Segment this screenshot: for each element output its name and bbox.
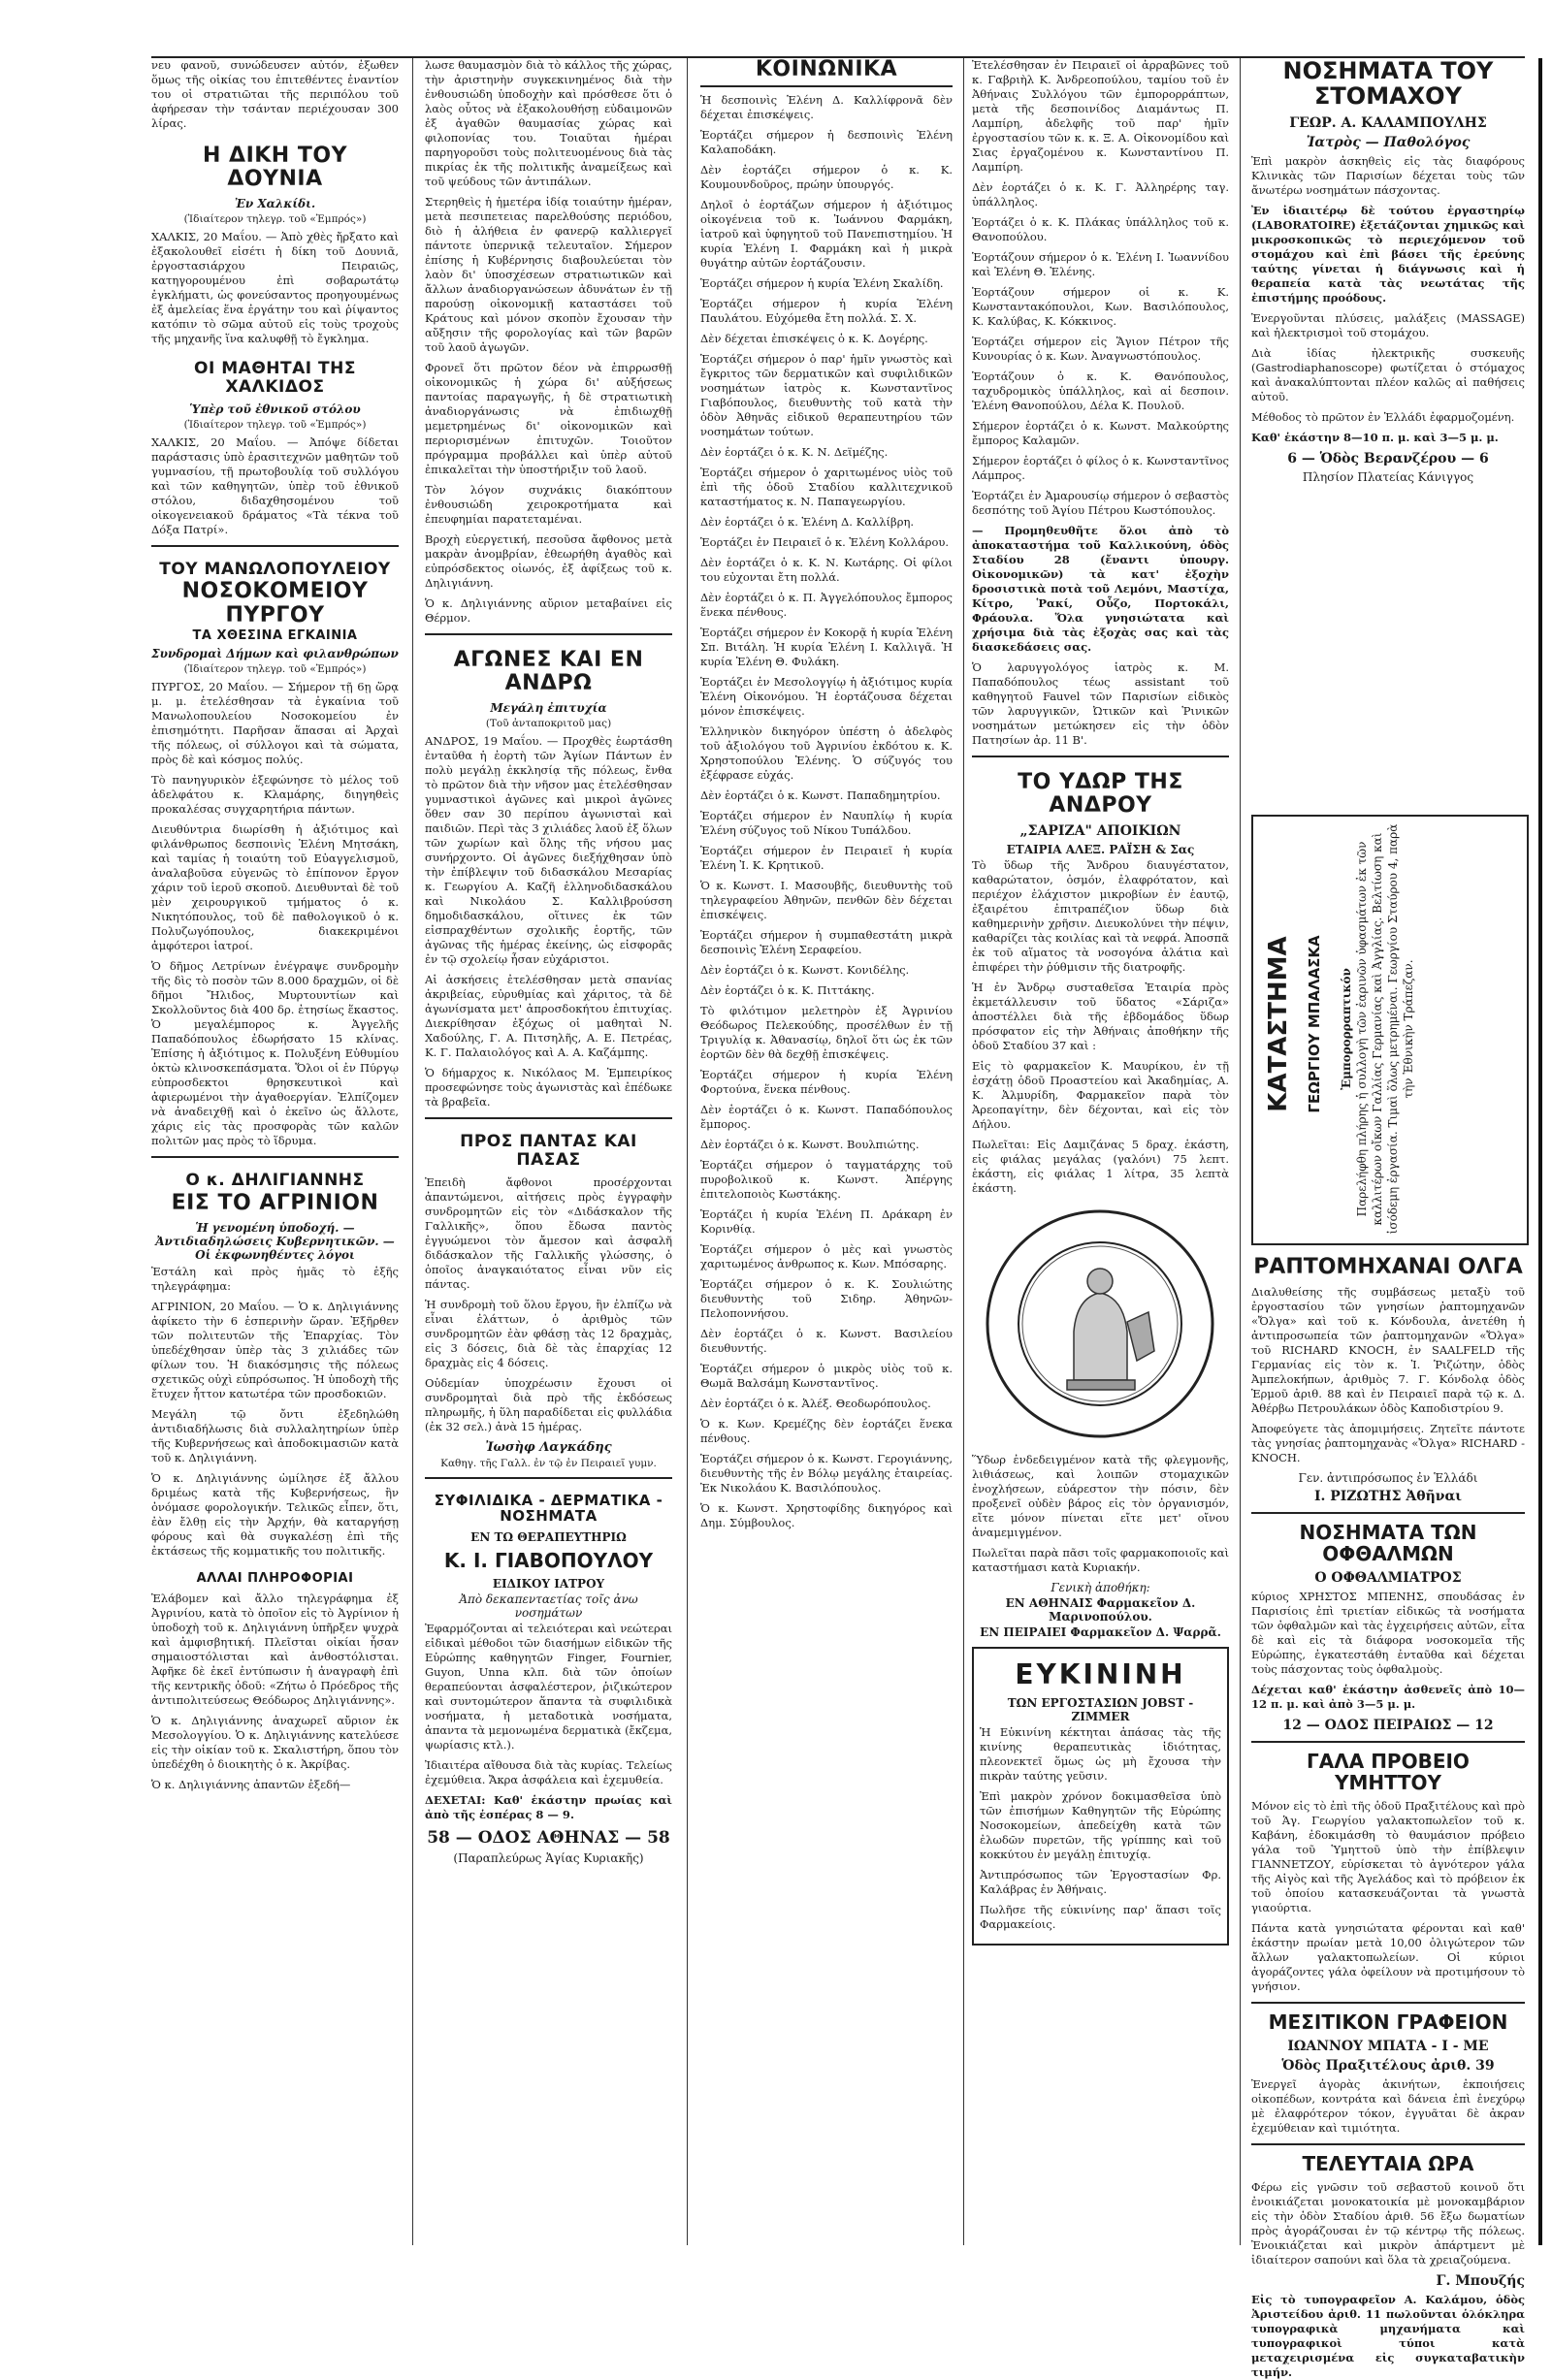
social-item: Δὲν ἑορτάζει ὁ κ. Ἀλέξ. Θεοδωρόπουλος.	[700, 1397, 931, 1411]
article-text: Ἐλάβομεν καὶ ἄλλο τηλεγράφημα ἐξ Ἀγρινίου, κατὰ τὸ ὁποῖον εἰς τὸ Ἀγρίνιον ἡ ὑποδοχὴ τοῦ κ. Δηλιγιάννη ὑπῆρξεν ψυχρὰ καὶ ἀμφισβητική. Πλεῖσται οἰκίαι ἦσαν σημαιοστόλισται καὶ ἀνθοστόλισται. Ἀφῆκε δὲ ἐκεῖ ἐντύπωσιν ἡ ἀναγραφὴ ἐπὶ τῆς κεντρικῆς ὁδοῦ: «Ζήτω ὁ Πρόεδρος τῆς ἀντιπολιτεύσεως Θεόδωρος Δηλιγιάννης».	[151, 1592, 399, 1708]
headline-andros-water: ΤΟ ΥΔΩΡ ΤΗΣ ΑΝΔΡΟΥ	[1018, 770, 1183, 819]
ad-text: Πωλεῖται: Εἰς Δαμιζάνας 5 δραχ. ἑκάστη, εἰς φιάλας μεγάλας (γαλόνι) 75 λεπτ. ἑκάστη, εἰς φιάλας 1 λίτρα, 35 λεπτὰ ἑκάστη.	[972, 1138, 1229, 1196]
column-5-lower	[1251, 1255, 1525, 2380]
headline-social: ΚΟΙΝΩΝΙΚΑ	[700, 58, 953, 87]
ad-address-note: Πλησίον Πλατείας Κάνιγγος	[1302, 469, 1474, 484]
social-item: Δὲν ἑορτάζει ὁ κ. Κωνστ. Βουλπιώτης.	[700, 1138, 920, 1152]
ad-syphilis-headline: ΣΥΦΙΛΙΔΙΚΑ - ΔΕΡΜΑΤΙΚΑ - ΝΟΣΗΜΑΤΑ	[434, 1491, 663, 1526]
social-item: Ἑορτάζει σήμερον ὁ μὲς καὶ γνωστὸς χαριτωμένος ἀνθρωπος κ. Κων. Μπόσαρης.	[700, 1242, 953, 1271]
ad-text: Εἰς τὸ φαρμακεῖον Κ. Μαυρίκου, ἐν τῇ ἐσχάτῃ ὁδοῦ Προαστείου καὶ Ἀκαδημίας, Α. Κ. Ἀλμυρίδη, Φαρμακεῖον παρὰ τὸν Ἀρεοπαγίτην, δὲν δέχονται, καὶ εἰς τὸν Δήλου.	[972, 1059, 1229, 1132]
ad-line: Γεν. ἀντιπρόσωπος ἐν Ἑλλάδι	[1298, 1471, 1478, 1486]
ad-text: Ἡ ἐν Ἄνδρῳ συσταθεῖσα Ἑταιρία πρὸς ἐκμετάλλευσιν τοῦ ὕδατος «Σάριζα» ἀποστέλλει διὰ τῆς ἑβδομάδος ὕδωρ πρόσφατον εἰς τὴν Ἀθήναις ἀποθήκην τῆς ὁδοῦ Σταδίου 37 καὶ :	[972, 981, 1229, 1053]
ad-line: Ἀπὸ δεκαπενταετίας τοῖς ἀνω νοσημάτων	[459, 1592, 638, 1620]
ad-text: κύριος ΧΡΗΣΤΟΣ ΜΠΕΝΗΣ, σπουδάσας ἐν Παρισίοις ἐπὶ τριετίαν εἰδικῶς τὰ νοσήματα τῶν ὀφθαλμῶν καὶ τὰς ἐγχειρήσεις αὐτῶν, εἶτα δὲ καὶ εἰς τὰ διάφορα νοσοκομεῖα τῆς Εὐρώπης, ἐγκατεστάθη ἐνταῦθα καὶ δέχεται τοὺς πάσχοντας τοὺς ὀφθαλμοὺς.	[1251, 1590, 1525, 1677]
ad-eukinine-title: ΕΥΚΙΝΙΝΗ	[1015, 1658, 1186, 1691]
ad-text: Φέρω εἰς γνῶσιν τοῦ σεβαστοῦ κοινοῦ ὅτι ἐνοικιάζεται μονοκατοικία μὲ μονοκαμβάριον εἰς τὴν ὁδὸν Σταδίου ἀριθ. 56 ἔξω δωματίων πρὸς ἀγοράζουσαι ἐν τῷ κέντρῳ τῆς πόλεως. Ἐνοικιάζεται καὶ μικρὸν ἀπάρτμεντ μὲ ἰδιαίτερον σαπούνι καὶ ὅλα τὰ χρειαζούμενα.	[1251, 2180, 1525, 2267]
ad-line: ΕΙΔΙΚΟΥ ΙΑΤΡΟΥ	[492, 1576, 605, 1591]
ad-subtitle: „ΣΑΡΙΖΑ" ΑΠΟΙΚΙΩΝ	[1019, 823, 1181, 840]
social-item: Δὲν ἑορτάζει ὁ κ. Π. Ἀγγελόπουλος ἔμπορος ἕνεκα πένθους.	[700, 591, 953, 620]
telegram-source: (Ἰδιαίτερον τηλεγρ. τοῦ «Ἐμπρός»)	[183, 418, 367, 431]
social-item: Τὸ φιλότιμον μελετηρὸν ἐξ Ἀγρινίου Θεόδωρος Πελεκούδης, προσέλθων ἐν τῇ Τριγυλίᾳ κ. Ἀθανασίῳ, δηλοῖ ὅτι ὡς ἐκ τῶν ἑορτῶν δὲν θὰ δεχθῇ ἐπισκέψεις.	[700, 1004, 953, 1062]
column-divider	[1240, 58, 1241, 2245]
social-item: Δὲν ἑορτάζει ὁ κ. Κωνστ. Κονιδέλης.	[700, 963, 910, 978]
column-divider	[412, 58, 413, 2245]
ad-text: Μόνον εἰς τὸ ἐπὶ τῆς ὁδοῦ Πραξιτέλους καὶ πρὸ τοῦ Ἁγ. Γεωργίου γαλακτοπωλεῖον τοῦ κ. Καβάνη, ἐδοκιμάσθη τὸ θαυμάσιον πρόβειο γάλα τοῦ Ὑμηττοῦ ὑπὸ τὴν ἐπίβλεψιν ΓΙΑΝΝΕΤΖΟΥ, εὑρίσκεται τὸ ἀγνότερον γάλα τῆς Αἰγὸς καὶ τῆς Ἀγελάδος καὶ τὸ πρόβειον ἐκ τοῦ ὁποίου κατασκευάζονται τὰ γνωστὰ γιαούρτια.	[1251, 1799, 1525, 1915]
divider	[1251, 1741, 1525, 1743]
ad-text: Ἐνεργοῦνται πλύσεις, μαλάξεις (MASSAGE) καὶ ἠλεκτρισμοὶ τοῦ στομάχου.	[1251, 310, 1525, 339]
social-item: Δὲν ἑορτάζει ὁ κ. Κ. Ν. Κωτάρης. Οἱ φίλοι του εὐχονται ἔτη πολλά.	[700, 556, 953, 585]
social-item: Ἑορτάζει σήμερον ἐν Κοκορᾷ ἡ κυρία Ἑλένη Σπ. Βιτάλη. Ἡ κυρία Ἑλένη Ι. Καλλιγᾶ. Ἡ κυρία Ἑλένη Θ. Φυλάκη.	[700, 626, 953, 669]
ad-address: 6 — Ὁδὸς Βερανζέρου — 6	[1287, 450, 1489, 466]
article-text: Διευθύντρια διωρίσθη ἡ ἀξιότιμος καὶ φιλάνθρωπος δεσποινὶς Ἑλένη Μητσάκη, καὶ ταμίας ἡ τοιαύτη τοῦ Εὐαγγελισμοῦ, ἀναλαβοῦσα εὐγενῶς τὸ ἐπίπονον ἔργον χάριν τοῦ ἱεροῦ σκοποῦ. Διευθυνταὶ δὲ τοῦ μὲν χειρουργικοῦ τμήματος ὁ κ. Νικητόπουλος, τοῦ δὲ παθολογικοῦ ὁ κ. Πολυζωγόπουλος, διακεκριμένοι ἀμφότεροι ἰατροί.	[151, 822, 399, 953]
ad-text: Πάντα κατὰ γνησιώτατα φέρονται καὶ καθ' ἑκάστην πρωίαν μετὰ 10,00 ὀλιγώτερον τῶν ἄλλων γαλακτοπωλείων. Οἱ κύριοι ἀγοράζοντες γάλα ὀφείλουν νὰ προτιμήσουν τὸ γνήσιον.	[1251, 1921, 1525, 1994]
divider	[1251, 2002, 1525, 2004]
article-text: Φρονεῖ ὅτι πρῶτον δέον νὰ ἐπιρρωσθῇ οἰκονομικῶς ἡ χώρα δι' αὐξήσεως παντοίας παραγωγῆς, ἡ δὲ στρατιωτικὴ ἀναδιοργάνωσις νὰ ἐπιδιωχθῇ μεμετρημένως δι' οἰκονομικῶν καὶ περιορισμένων ἐπιτυχῶν. Τοιοῦτον πρόγραμμα προβάλλει καὶ ὑπὲρ αὐτοῦ ἐπικαλεῖται τὴν ὑποστήριξιν τοῦ λαοῦ.	[425, 361, 672, 476]
divider	[151, 545, 399, 547]
column-1	[151, 58, 399, 2245]
article-text: Βροχὴ εὐεργετική, πεσοῦσα ἄφθονος μετὰ μακρὰν ἀνομβρίαν, ἐθεωρήθη ἀγαθὸς καὶ εὐπρόσδεκτος οἰωνός, ἐξ ἀφίξεως τοῦ κ. Δηλιγιάννη.	[425, 532, 672, 590]
social-item: Ἑλληνικὸν δικηγόρον ὑπέστη ὁ ἀδελφὸς τοῦ ἀξιολόγου τοῦ Ἀγρινίου ἐκδότου κ. Κ. Χρηστοπούλου Ἑλένης. Ὁ σύζυγός του ἐξέφρασε εὐχάς.	[700, 724, 953, 783]
social-item: Ἑορτάζει σήμερον ὁ παρ' ἡμῖν γνωστὸς καὶ ἔγκριτος τῶν δερματικῶν καὶ συφιλιδικῶν νοσημάτων ἰατρὸς κ. Κωνσταντῖνος Γιαβόπουλος, διευθυντὴς τοῦ κατὰ τὴν ὁδὸν Ἀθηνᾶς εἰδικοῦ θεραπευτηρίου τῶν νοσημάτων τούτων.	[700, 352, 953, 439]
ad-doctor-name: Κ. Ι. ΓΙΑΒΟΠΟΥΛΟΥ	[443, 1548, 654, 1572]
signature-title: Καθηγ. τῆς Γαλλ. ἐν τῷ ἐν Πειραιεῖ γυμν.	[440, 1457, 657, 1469]
column-2	[425, 58, 672, 2245]
signature: Γ. Μπουζής	[1436, 2273, 1525, 2290]
ad-text: Ἰδιαιτέρα αἴθουσα διὰ τὰς κυρίας. Τελείως ἐχεμύθεια. Ἄκρα ἀσφάλεια καὶ ἐχεμυθεία.	[425, 1757, 672, 1786]
article-text: Στερηθεὶς ἡ ἡμετέρα ἰδίᾳ τοιαύτην ἡμέραν, μετὰ πεσιπετειας παρελθούσης περιόδου, διὸ ἡ ἀλήθεια ἐν φανερῷ καλλιεργεῖ πάντοτε ὑπερνικᾷ τελευταῖον. Σήμερον ἐπίσης ἡ Κυβέρνησις διαβουλεύεται τὸν λαὸν δι' ὑποσχέσεων στρατιωτικῶν καὶ ἄλλων ἀναδιοργανώσεων ἀδυνάτων ἐν τῇ παρούσῃ οἰκονομικῇ καταστάσει τοῦ Κράτους καὶ μόνον σκοπὸν ἔχουσαν τὴν αὔξησιν τῆς φορολογίας καὶ τῶν βαρῶν τοῦ λαοῦ ἀγωγῶν.	[425, 195, 672, 354]
social-item: Ἑορτάζει σήμερον ἡ δεσποινὶς Ἑλένη Καλαποδάκη.	[700, 128, 953, 157]
eukinine-ad	[972, 1647, 1229, 1946]
ad-text: Ἡ Εὐκινίνη κέκτηται ἁπάσας τὰς τῆς κινίνης θεραπευτικὰς ἰδιότητας, πλεονεκτεῖ ὅμως ὡς μὴ ἔχουσα τὴν πικρὰν ταύτης γεῦσιν.	[980, 1725, 1221, 1784]
article-text: ΑΝΔΡΟΣ, 19 Μαΐου. — Προχθὲς ἑωρτάσθη ἐνταῦθα ἡ ἐορτὴ τῶν Ἁγίων Πάντων ἐν πολὺ μεγάλῃ ἐκκλησίᾳ τῆς πόλεως, ἔνθα τὸ πρῶτον διὰ τὴν νῆσον μας ἐτελέσθησαν γυμναστικοὶ ἀγῶνες καὶ μικροὶ ἀγῶνες ὅθεν σαν 30 περίπου ἀγωνισταὶ καὶ παιδιῶν. Περὶ τὰς 3 χιλιάδες λαοῦ ἐξ ὅλων τῶν χωρίων καὶ ὅλης τῆς νήσου μας συνήρχοντο. Οἱ ἀγῶνες διεξήχθησαν ὑπὸ τὴν ἐπίβλεψιν τοῦ διδασκάλου Μεσαρίας κ. Γεωργίου Α. Καζῆ ἑλληνοδιδασκάλου καὶ Νικολάου Σ. Καλλιβρούσση δημοδιδασκάλου, οἵτινες ἐκ τῶν εἰσπραχθέντων σχολικῆς ἑορτῆς, τῶν ἀγῶνας τῆς ἡμέρας ἐκείνης, ὡς εἰσφορᾶς ἐν τῷ σχολείῳ ἦσαν εὐχάριστοι.	[425, 734, 672, 967]
ad-milk-title: ΓΑΛΑ ΠΡΟΒΕΙΟ ΥΜΗΤΤΟΥ	[1307, 1750, 1470, 1795]
article-text: Ὁ δῆμος Λετρίνων ἐνέγραψε συνδρομὴν τῆς δὶς τὸ ποσὸν τῶν 8.000 δραχμῶν, οἱ δὲ δῆμοι Ἤλιδος, Μυρτουντίων καὶ Σκολλοῦντος διὰ 400 δρ. ἐτησίως ἕκαστος. Ὁ μεγαλέμπορος κ. Ἀγγελῆς Παπαδόπουλος ἐδωρήσατο 15 κλίνας. Ἐπίσης ἡ ἀξιότιμος κ. Πολυξένη Εὐθυμίου ὀκτὼ κλινοσκεπάσματα. Ὅλοι οἱ ἐν Πύργῳ εὐπροσδεκτοι θρησκευτικοὶ καὶ ἀφιερωμένοι τὴν ἀγαθοεργίαν. Ἐλπίζομεν νὰ ἀναδειχθῇ καὶ ὁ ἐκεῖνο ὡς ἄλλοτε, χάρις εἰς τὰς προσφορὰς τῶν καλῶν πολιτῶν μας πρὸς τὸ ἵδρυμα.	[151, 959, 399, 1148]
divider	[425, 633, 672, 635]
social-item: Ἑορτάζουν ὁ κ. Κ. Θανόπουλος, ταχυδρομικὸς ὑπάλληλος, καὶ αἱ δεσποιν. Ἑλένη Θανοπούλου, Δέλα Κ. Πουλοῦ.	[972, 370, 1229, 412]
telegram-source: (Ἰδιαίτερον τηλεγρ. τοῦ «Ἐμπρός»)	[183, 663, 367, 676]
ad-address: 58 — ΟΔΟΣ ΑΘΗΝΑΣ — 58	[427, 1827, 670, 1848]
social-item: Ἑορτάζουν σήμερον ὁ κ. Ἑλένη Ι. Ἰωαννίδου καὶ Ἑλένη Θ. Ἑλένης.	[972, 250, 1229, 278]
social-item: Ἑορτάζει σήμερον εἰς Ἅγιον Πέτρον τῆς Κυνουρίας ὁ κ. Κων. Ἀναγνωστόπουλος.	[972, 335, 1229, 363]
ad-drinks: — Προμηθευθῆτε ὅλοι ἀπὸ τὸ ἀποκαταστήμα τοῦ Καλλικούνη, ὁδὸς Σταδίου 28 (ἔναντι ὑπουργ. Οἰκονομικῶν) τὰ κατ' ἐξοχὴν δροσιστικὰ ποτὰ τοῦ Λεμόνι, Μαστίχα, Κίτρο, Ῥακί, Οὖζο, Πορτοκάλι, Φράουλα. Ὅλα γνησιώτατα καὶ χρήσιμα διὰ τὰς ἐξοχὰς σας καὶ τὰς διασκεδάσεις σας.	[972, 524, 1229, 654]
social-item: Ἑορτάζει σήμερον ἡ συμπαθεστάτη μικρὰ δεσποινὶς Ἑλένη Σεραφείου.	[700, 928, 953, 957]
stomach-ad	[1251, 58, 1525, 805]
social-item: Δὲν ἑορτάζει ὁ κ. Κ. Ν. Δεϊμέζης.	[700, 445, 889, 460]
headline-deligiannis-line1: Ο κ. ΔΗΛΙΓΙΑΝΝΗΣ	[185, 1171, 365, 1191]
article-text: Μεγάλη τῷ ὄντι ἐξεδηλώθη ἀντιδιαδήλωσις διὰ συλλαλητηρίων ὑπὲρ τῆς Κυβερνήσεως καὶ ἀποδοκιμασιῶν κατὰ τοῦ κ. Δηλιγιάννη.	[151, 1406, 399, 1464]
ad-eye-title: ΝΟΣΗΜΑΤΑ ΤΩΝ ΟΦΘΑΛΜΩΝ	[1299, 1521, 1477, 1566]
article-text: ΧΑΛΚΙΣ, 20 Μαΐου. — Ἀπόψε δίδεται παράστασις ὑπὸ ἐρασιτεχνῶν μαθητῶν τοῦ γυμνασίου, τῇ πρωτοβουλίᾳ τοῦ συλλόγου καὶ τῶν καθηγητῶν, ὑπὲρ τοῦ ἐθνικοῦ στόλου, διδαχθησομένου τοῦ οἰκογενειακοῦ δράματος «Τὰ τέκνα τοῦ Δόξα Πατρί».	[151, 434, 399, 536]
ad-text: Ἐφαρμόζονται αἱ τελειότεραι καὶ νεώτεραι εἰδικαὶ μέθοδοι τῶν διασήμων εἰδικῶν τῆς Εὐρώπης καθηγητῶν Finger, Fournier, Guyon, Unna κλπ. διὰ τῶν ὁποίων θεραπεύονται ἀσφαλέστερον, ῥιζικώτερον καὶ συντομώτερον ἅπαντα τὰ συφιλιδικὰ νοσήματα, ἡ μεταδοτικὰ νοσήματα, ἀπαντα τὰ μεμονωμένα δερματικὰ (ἔκζεμα, ψωρίασις κτλ.).	[425, 1621, 672, 1752]
subheading: Ὑπὲρ τοῦ ἐθνικοῦ στόλου	[189, 402, 361, 416]
article-text: Ὁ κ. Δηλιγιάννης ἀπαντῶν ἐξεδή—	[151, 1778, 351, 1792]
ad-address-note: (Παραπλεύρως Ἁγίας Κυριακῆς)	[453, 1850, 644, 1865]
headline-deligiannis-line2: ΕΙΣ ΤΟ ΑΓΡΙΝΙΟΝ	[171, 1190, 379, 1215]
ad-last-hour-title: ΤΕΛΕΥΤΑΙΑ ΩΡΑ	[1302, 2152, 1474, 2176]
ad-line: ΤΩΝ ΕΡΓΟΣΤΑΣΙΩΝ JOBST - ZIMMER	[1007, 1696, 1194, 1724]
ad-line: ΕΝ ΑΘΗΝΑΙΣ Φαρμακεῖον Δ. Μαρινοπούλου.	[1005, 1596, 1196, 1624]
headline-douni-trial: Η ΔΙΚΗ ΤΟΥ ΔΟΥΝΙΑ	[202, 144, 348, 192]
ad-hours: Καθ' ἑκάστην 8—10 π. μ. καὶ 3—5 μ. μ.	[1251, 430, 1499, 444]
headline-hospital-line3: ΤΑ ΧΘΕΣΙΝΑ ΕΓΚΑΙΝΙΑ	[192, 627, 358, 643]
subheading: Συνδρομαὶ Δήμων καὶ φιλανθρώπων	[151, 647, 399, 661]
article-text: Ἡ συνδρομὴ τοῦ ὅλου ἔργου, ἣν ἐλπίζω νὰ εἶναι ἐλάττων, ὁ ἀριθμὸς τῶν συνδρομητῶν ἐὰν φθάσῃ τὰς 12 δραχμὰς, εἰς 3 δόσεις, διὰ δὲ τὰς ἐπαρχίας 12 δραχμὰς εἰς 4 δόσεις.	[425, 1297, 672, 1369]
social-item: Δὲν ἑορτάζει ὁ κ. Κ. Πιττάκης.	[700, 983, 875, 998]
social-item: Ἑορτάζει ἡ κυρία Ἑλένη Π. Δράκαρη ἐν Κορινθίᾳ.	[700, 1207, 953, 1237]
social-item: Ἑορτάζει ἐν Πειραιεῖ ὁ κ. Ἑλένη Κολλάρου.	[700, 535, 950, 550]
social-item: Ἑορτάζει σήμερον ὁ μικρὸς υἱὸς τοῦ κ. Θωμᾶ Βαλσάμη Κωνσταντῖνος.	[700, 1362, 953, 1391]
social-item: Σήμερον ἑορτάζει ὁ κ. Κωνστ. Μαλκούρτης ἔμπορος Καλαμῶν.	[972, 419, 1229, 447]
divider	[972, 756, 1229, 757]
social-item: Δὲν ἑορτάζει σήμερον ὁ κ. Κ. Κουμουνδοῦρος, πρώην ὑπουργός.	[700, 163, 953, 192]
article-text: Οὐδεμίαν ὑποχρέωσιν ἔχουσι οἱ συνδρομηταὶ διὰ πρὸ τῆς ἐκδόσεως πληρωμῆς, ἡ ὕλη παραδίδεται εἰς φυλλάδια (ἐκ 32 σελ.) ἀνὰ 15 ἡμέρας.	[425, 1375, 672, 1433]
social-item: Δὲν ἑορτάζει ὁ κ. Κωνστ. Βασιλείου διευθυντής.	[700, 1327, 953, 1356]
ad-text: Τὸ ὕδωρ τῆς Ἄνδρου διαυγέστατον, καθαρώτατον, ὀσμόν, ἐλαφρότατον, καὶ περιέχον ἐλάχιστον μικροβίων ἐν ἑαυτῷ, ἐξαιρέτου ἐπιτραπέζιον ὕδωρ διὰ καθημερινὴν χρῆσιν. Διευκολύνει τὴν πέψιν, καθαρίζει τὰς κοιλίας καὶ τὰ νεφρά. Ἀποσπᾶ ἐκ τοῦ αἵματος τὰ νοσογόνα ἀλάτια καὶ ἐπιφέρει τὴν ῥύθμισιν τῆς διατροφῆς.	[972, 858, 1229, 975]
ad-line: ΕΝ ΤΩ ΘΕΡΑΠΕΥΤΗΡΙΩ	[470, 1529, 627, 1544]
column-4	[972, 58, 1229, 2245]
ad-text: Ἀντιπρόσωπος τῶν Ἐργοστασίων Φρ. Καλάβρας ἐν Ἀθήναις.	[980, 1868, 1221, 1897]
headline-other-info: ΑΛΛΑΙ ΠΛΗΡΟΦΟΡΙΑΙ	[196, 1570, 354, 1586]
divider	[1251, 1512, 1525, 1514]
social-item: Δὲν δέχεται ἐπισκέψεις ὁ κ. Κ. Δογέρης.	[700, 332, 928, 346]
article-text: Αἱ ἀσκήσεις ἐτελέσθησαν μετὰ σπανίας ἀκριβείας, εὐρυθμίας καὶ χάριτος, τὰ δὲ ἀγωνίσματα μετ' ἀπροσδοκήτου ἐπιτυχίας. Διεκρίθησαν ἐξόχως οἱ μαθηταὶ Ν. Χαδούλης, Γ. Α. Πιτσηλῆς, Α. Ε. Πετρέας, Κ. Γ. Παλαιολόγος καὶ Α. Α. Καζάμπης.	[425, 973, 672, 1060]
social-item: Ἑορτάζει σήμερον ἐν Ναυπλίῳ ἡ κυρία Ἑλένη σύζυγος τοῦ Νίκου Τυπάλδου.	[700, 809, 953, 838]
social-item: Δὲν ἑορτάζει ὁ κ. Κωνστ. Παπαδόπουλος ἔμπορος.	[700, 1103, 953, 1132]
article-text: Τὸν λόγον συχνάκις διακόπτουν ἐνθουσιώδη χειροκροτήματα καὶ ἐπευφημίαι παρατεταμέναι.	[425, 483, 672, 526]
article-text: Ἐπειδὴ ἄφθονοι προσέρχονται ἀπαντώμενοι, αἰτήσεις πρὸς ἐγγραφὴν συνδρομητῶν εἰς τὸν «Διδάσκαλον τῆς Γαλλικῆς», ὅπου ἔδωσα παντὸς ἐγγυώμενοι τὸν ἄμεσον καὶ ἀσφαλῆ διδάσκαλον τῆς Γαλλικῆς γλώσσης, ὁ ὁποῖος ἀναγκαιότατος εἶναι νῦν εἰς πάντας.	[425, 1174, 672, 1291]
article-text: ΑΓΡΙΝΙΟΝ, 20 Μαΐου. — Ὁ κ. Δηλιγιάννης ἀφίκετο τὴν 6 ἑσπερινὴν ὥραν. Ἐξῆρθεν τῶν πολιτευτῶν τῆς Ἐπαρχίας. Τὸν ὑπεδέχθησαν ὑπὲρ τὰς 3 χιλιάδες τῶν φίλων του. Ἡ διακόσμησις τῆς πόλεως σχετικῶς οὐχὶ εὐπρόσωπος. Ἡ ὑποδοχὴ τῆς ἔτυχεν ἧττον κατωτέρα τῶν προσδοκιῶν.	[151, 1299, 399, 1400]
social-item: Ἑορτάζει σήμερον ἐν Πειραιεῖ ἡ κυρία Ἑλένη Ἰ. Κ. Κρητικοῦ.	[700, 844, 953, 873]
ad-vertical-text	[1339, 820, 1513, 1238]
ad-line: Ι. ΡΙΖΩΤΗΣ Ἀθῆναι	[1313, 1489, 1463, 1505]
correspondent-source: (Τοῦ ἀνταποκριτοῦ μας)	[485, 718, 612, 730]
article-text: Τὸ πανηγυρικὸν ἐξεφώνησε τὸ μέλος τοῦ ἀδελφάτου κ. Κλαμάρης, διηγηθεὶς προκαλέσας συγχαρητήρια πάντων.	[151, 773, 399, 817]
column-divider	[687, 58, 688, 2245]
ad-text: Ὕδωρ ἐνδεδειγμένον κατὰ τῆς φλεγμονῆς, λιθιάσεως, καὶ λοιπῶν στομαχικῶν ἐνοχλήσεων, εὐάρεστον τὴν πόσιν, δὲν προξενεῖ οὐδὲν βάρος εἰς τὸν ὀργανισμόν, εἴτε μόνον πίνεται εἴτε μετ' οἴνου ἀναμεμιγμένον.	[972, 1453, 1229, 1540]
ad-doctor-name: ΓΕΩΡ. Α. ΚΑΛΑΜΠΟΥΛΗΣ	[1289, 114, 1487, 131]
article-text: ΧΑΛΚΙΣ, 20 Μαΐου. — Ἀπὸ χθὲς ἤρξατο καὶ ἐξακολουθεῖ εἰσέτι ἡ δίκη τοῦ Δουνιᾶ, ἐργοστασιάρχου Πειραιῶς, κατηγορουμένου ἐπὶ σοβαρωτάτῳ ἐγκλήματι, ὡς φονεύσαντος προηγουμένως ἐξ ἀμελείας ἕνα ἐργάτην του καὶ ῥίψαντος κατόπιν τὸ σῶμα αὐτοῦ εἰς τοὺς τροχοὺς τῆς μηχανῆς ἵνα καλυφθῇ τὸ ἔγκλημα.	[151, 230, 399, 346]
social-item: Ἑορτάζει σήμερον ὁ ταγματάρχης τοῦ πυροβολικοῦ κ. Κωνστ. Ἀπέργης ἐπιτελοποιὸς Κωστάκης.	[700, 1158, 953, 1202]
ad-address: Ὁδὸς Πραξιτέλους ἀριθ. 39	[1281, 2058, 1495, 2074]
article-text: Ὁ κ. Δηλιγιάννης ἀναχωρεῖ αὔριον ἐκ Μεσολογγίου. Ὁ κ. Δηλιγιάννης κατελύεσε εἰς τὴν οἰκίαν τοῦ κ. Σκαλιστήρη, ὅπου τὸν ὑπεδέχθη ὁ διοικητὴς ὁ κ. Ἀκρίβας.	[151, 1714, 399, 1772]
social-item: Ἑορτάζει σήμερον ὁ κ. Κ. Σουλιώτης διευθυντὴς τοῦ Σιδηρ. Ἀθηνῶν-Πελοποννήσου.	[700, 1277, 953, 1321]
ad-sewing-machines-title: ΡΑΠΤΟΜΗΧΑΝΑΙ ΟΛΓΑ	[1253, 1255, 1523, 1279]
social-item: Δὲν ἑορτάζει ὁ κ. Κωνστ. Παπαδημητρίου.	[700, 788, 941, 803]
ad-line: ΙΩΑΝΝΟΥ ΜΠΑΤΑ - Ι - ΜΕ	[1287, 2039, 1489, 2055]
divider	[151, 1156, 399, 1158]
social-item: Ἑορτάζουν σήμερον οἱ κ. Κ. Κωνσταντακόπουλοι, Κων. Βασιλόπουλος, Κ. Καλύβας, Κ. Κόκκινος.	[972, 285, 1229, 328]
ad-hours: Δέχεται καθ' ἑκάστην ἀσθενεῖς ἀπὸ 10—12 π. μ. καὶ ἀπὸ 3—5 μ. μ.	[1251, 1683, 1525, 1712]
social-item: Ἑορτάζει ἐν Ἀμαρουσίῳ σήμερον ὁ σεβαστὸς δεσπότης τοῦ Ἁγίου Πέτρου Κωστόπουλος.	[972, 489, 1229, 517]
social-item: Ἑορτάζει σήμερον ἡ κυρία Ἑλένη Σκαλίδη.	[700, 276, 944, 291]
social-item: Ἡ δεσποινὶς Ἑλένη Δ. Καλλίφρονᾶ δὲν δέχεται ἐπισκέψεις.	[700, 93, 953, 122]
ad-text: Ἀποφεύγετε τὰς ἀπομιμήσεις. Ζητεῖτε πάντοτε τὰς γνησίας ῥαπτομηχανὰς «Ὄλγα» RICHARD - KNOCH.	[1251, 1422, 1525, 1465]
social-item: Ἐτελέσθησαν ἐν Πειραιεῖ οἱ ἀρραβῶνες τοῦ κ. Γαβριὴλ Κ. Ἀνδρεοπούλου, ταμίου τοῦ ἐν Ἀθήναις Συλλόγου τῶν ἐμπορορράπτων, μετὰ τῆς δεσποινίδος Διαμάντως Π. Λαμπίρη, ἀδελφῆς τοῦ παρ' ἡμῖν ἐργοστασίου τῶν κ. κ. Ξ. Α. Οἰκονομίδου καὶ Σιας ἐργαζομένου κ. Κωνσταντίνου Π. Λαμπίρη.	[972, 58, 1229, 174]
column-3	[700, 58, 953, 2245]
ad-hours: ΔΕΧΕΤΑΙ: Καθ' ἑκάστην πρωίας καὶ ἀπὸ τῆς ἑσπέρας 8 — 9.	[425, 1792, 672, 1821]
subheading: Ἡ γενομένη ὑποδοχή. — Ἀντιδιαδηλώσεις Κυβερνητικῶν. — Οἱ ἐκφωνηθέντες λόγοι	[155, 1220, 395, 1262]
ad-line: Ο ΟΦΘΑΛΜΙΑΤΡΟΣ	[1314, 1570, 1462, 1587]
ad-text: Πωλεῖται παρὰ πᾶσι τοῖς φαρμακοποιοῖς καὶ καταστήμασι κατὰ Κυριακήν.	[972, 1546, 1229, 1575]
ad-vertical-body: Παρελήφθη πλήρης ἡ συλλογὴ τῶν ἐαρινῶν ὑφασμάτων ἐκ τῶν καλλιτέρων οἴκων Γαλλίας Γερμανίας καὶ Ἀγγλίας. Βελτίωση καὶ ἰσόδεμη ἐργασία. Τιμαὶ ὅλως μετρημέναι. Γεωργίου Σταύρου 4, παρὰ τὴν Ἑθνικὴν Τράπεζαν.	[1355, 823, 1415, 1235]
ad-company: ΕΤΑΙΡΙΑ ΑΛΕΞ. ΡΑΪΣΗ & Σας	[1006, 843, 1195, 857]
ad-text: Διὰ ἰδίας ἠλεκτρικῆς συσκευῆς (Gastrodiaphanoscope) φωτίζεται ὁ στόμαχος καὶ ἀνακαλύπτονται πλέον καλῶς αἱ παθήσεις αὐτοῦ.	[1251, 345, 1525, 403]
social-item: Ὁ κ. Κωνστ. Ι. Μασουβῆς, διευθυντὴς τοῦ τηλεγραφείου Ἀθηνῶν, πενθῶν δὲν δέχεται ἐπισκέψεις.	[700, 879, 953, 922]
article-text: Ὁ δήμαρχος κ. Νικόλαος Μ. Ἐμπειρίκος προσεφώνησε τοὺς ἀγωνιστὰς καὶ ἐπέδωκε τὰ βραβεῖα.	[425, 1066, 672, 1110]
subheading: Μεγάλη ἐπιτυχία	[490, 701, 607, 716]
headline-to-all: ΠΡΟΣ ΠΑΝΤΑΣ ΚΑΙ ΠΑΣΑΣ	[460, 1132, 637, 1171]
article-text: νευ φανοῦ, συνώδευσεν αὐτόν, ἐξωθεν ὅμως τῆς οἰκίας του ἐπιτεθέντες ἐναντίον του οἱ στρατιῶται τῆς περιπόλου τοῦ ἀφήρεσαν τὴν τσάνταν περιέχουσαν 300 λίρας.	[151, 58, 399, 130]
article-text: Ἐστάλη καὶ πρὸς ἡμᾶς τὸ ἑξῆς τηλεγράφημα:	[151, 1264, 399, 1293]
ad-stomach-title: ΝΟΣΗΜΑΤΑ ΤΟΥ ΣΤΟΜΑΧΟΥ	[1282, 57, 1494, 111]
social-item: Ἑορτάζει ὁ κ. Κ. Πλάκας ὑπάλληλος τοῦ κ. Θανοπούλου.	[972, 215, 1229, 243]
social-item: Δὲν ἑορτάζει ὁ κ. Ἑλένη Δ. Καλλίβρη.	[700, 515, 915, 530]
social-item: Ἑορτάζει σήμερον ἡ κυρία Ἑλένη Φορτούνα, ἕνεκα πένθους.	[700, 1068, 953, 1097]
ad-text: Ἐν ἰδιαιτέρῳ δὲ τούτου ἐργαστηρίῳ (LABORATOIRE) ἐξετάζονται χημικῶς καὶ μικροσκοπικῶς τὸ περιεχόμενον τοῦ στομάχου καὶ ἐπὶ βάσει τῆς ἐρεύνης ταύτης γίνεται ἡ διάγνωσις καὶ ἡ θεραπεία κατὰ τὰς νεωτάτας τῆς ἐπιστήμης προόδους.	[1251, 203, 1525, 305]
ad-laryngologist: Ὁ λαρυγγολόγος ἰατρὸς κ. Μ. Παπαδόπουλος τέως assistant τοῦ καθηγητοῦ Fauvel τῶν Παρισίων εἰδικὸς τῶν λαρυγγικῶν, Ὠτικῶν καὶ Ῥινικῶν νοσημάτων μετώκησεν εἰς τὴν ὁδὸν Πατησίων ἀρ. 11 Β'.	[972, 660, 1229, 747]
ad-text: Πωλῆσε τῆς εὐκινίνης παρ' ἅπασι τοῖς Φαρμακείοις.	[980, 1903, 1221, 1932]
telegram-source: (Ἰδιαίτερον τηλεγρ. τοῦ «Ἐμπρός»)	[183, 213, 367, 226]
social-item: Δὲν ἑορτάζει ὁ κ. Κ. Γ. Ἀλληρέρης ταγ. ὑπάλληλος.	[972, 180, 1229, 209]
ad-text: Εἰς τὸ τυπογραφεῖον Α. Καλάμου, ὁδὸς Ἀριστείδου ἀριθ. 11 πωλοῦνται ὁλόκληρα τυπογραφικὰ μηχανήματα καὶ τυπογραφικοὶ τύποι κατὰ μεταχειρισμένα εἰς συγκαταβατικὴν τιμήν.	[1251, 2293, 1525, 2380]
social-item: Ἑορτάζει ἐν Μεσολογγίῳ ἡ ἀξιότιμος κυρία Ἑλένη Οἰκονόμου. Ἡ ἑορτάζουσα δέχεται μόνον ἐπισκέψεις.	[700, 675, 953, 719]
social-item: Ἑορτάζει σήμερον ἡ κυρία Ἑλένη Παυλάτου. Εὐχόμεθα ἔτη πολλά. Σ. Χ.	[700, 297, 953, 326]
ad-specialty: Ἰατρὸς — Παθολόγος	[1306, 134, 1471, 150]
divider	[1251, 2143, 1525, 2145]
article-text: Ὁ κ. Δηλιγιάννης ὡμίλησε ἐξ ἄλλου δριμέως κατὰ τῆς Κυβερνήσεως, ἣν ὀνόμασε φορολογικήν. Τελικῶς εἶπεν, ὅτι, ἐὰν ἔλθῃ εἰς τὴν Ἀρχήν, θὰ καταργήσῃ φόρους καὶ θὰ συγκαλέσῃ ἐπὶ τῆς ἐκτάσεως τῆς κομματικῆς του πολιτικῆς.	[151, 1470, 399, 1558]
social-item: Ὁ κ. Κωνστ. Χρηστοφίδης δικηγόρος καὶ Δημ. Σύμβουλος.	[700, 1501, 953, 1530]
ad-vertical-owner: ΓΕΩΡΓΙΟΥ ΜΠΑΛΑΣΚΑ	[1306, 935, 1323, 1113]
article-text: Ὁ κ. Δηλιγιάννης αὔριον μεταβαίνει εἰς Θέρμον.	[425, 596, 672, 625]
social-item: Σήμερον ἑορτάζει ὁ φίλος ὁ κ. Κωνσταντῖνος Λάμπρος.	[972, 454, 1229, 482]
ad-vertical-type: Ἐμπορορραπτικόν	[1340, 968, 1353, 1090]
ad-line: Γενικὴ ἀποθήκη:	[1051, 1581, 1150, 1595]
headline-hospital-line2: ΝΟΣΟΚΟΜΕΙΟΥ ΠΥΡΓΟΥ	[181, 579, 369, 627]
signature: Ἰωσὴφ Λαγκάδης	[485, 1439, 612, 1455]
column-divider	[963, 58, 964, 2245]
social-item: Ἑορτάζει σήμερον ὁ χαριτωμένος υἱὸς τοῦ ἐπὶ τῆς ὁδοῦ Σταδίου καλλιτεχνικοῦ καταστήματος κ. Ν. Παπαγεωργίου.	[700, 466, 953, 509]
social-item: Ἑορτάζει σήμερον ὁ κ. Κωνστ. Γερογιάννης, διευθυντὴς τῆς ἐν Βόλῳ μεγάλης ἑταιρείας. Ἐκ Νικολάου Κ. Βασιλόπουλος.	[700, 1452, 953, 1496]
social-item: Δηλοῖ ὁ ἑορτάζων σήμερον ἡ ἀξιότιμος οἰκογένεια τοῦ κ. Ἰωάννου Φαρμάκη, ἰατροῦ καὶ ὑφηγητοῦ τοῦ Πανεπιστημίου. Ἡ κυρία Ἑλένη Ι. Φαρμάκη καὶ ἡ μικρὰ θυγάτηρ αὐτῶν ἑορτάζουσιν.	[700, 198, 953, 271]
ad-line: ΕΝ ΠΕΙΡΑΙΕΙ Φαρμακεῖον Δ. Ψαρρᾶ.	[980, 1625, 1221, 1640]
headline-chalkis-students: ΟΙ ΜΑΘΗΤΑΙ ΤΗΣ ΧΑΛΚΙΔΟΣ	[194, 359, 356, 398]
ad-text: Ἐπὶ μακρὸν ἀσκηθεὶς εἰς τὰς διαφόρους Κλινικὰς τῶν Παρισίων δέχεται τοὺς τῶν ἄνωτέρω νοσημάτων πάσχοντας.	[1251, 153, 1525, 197]
ad-vertical-title: ΚΑΤΑΣΤΗΜΑ	[1264, 936, 1293, 1112]
ad-text: Ἐπὶ μακρὸν χρόνον δοκιμασθεῖσα ὑπὸ τῶν ἐπισήμων Καθηγητῶν τῆς Εὐρώπης Νοσοκομείων, ἀπεδείχθη κατὰ τῶν ἐλωδῶν πυρετῶν, τῆς γρίππης καὶ τοῦ κοκκύτου ἐν μεγάλῃ ἐπιτυχίᾳ.	[980, 1789, 1221, 1862]
tailor-shop-ad	[1251, 815, 1529, 1245]
sariza-seal-logo	[982, 1206, 1219, 1443]
article-text: ΠΥΡΓΟΣ, 20 Μαΐου. — Σήμερον τῇ 6ῃ ὥρᾳ μ. μ. ἐτελέσθησαν τὰ ἐγκαίνια τοῦ Μανωλοπουλείου Νοσοκομείου ἐν ἐπισημότητι. Παρῆσαν ἅπασαι αἱ Ἀρχαὶ τῆς πόλεως, οἱ σύλλογοι καὶ τὰ σώματα, πρὸς δὲ καὶ κόσμος πολύς.	[151, 680, 399, 767]
social-item: Ὁ κ. Κων. Κρεμέζης δὲν ἑορτάζει ἕνεκα πένθους.	[700, 1417, 953, 1446]
divider	[425, 1117, 672, 1119]
divider	[425, 1477, 672, 1479]
page-edge	[1538, 58, 1542, 2245]
article-text: λωσε θαυμασμὸν διὰ τὸ κάλλος τῆς χώρας, τὴν ἀριστηνὴν συγκεκινημένος διὰ τὴν ἐνθουσιώδη ὑποδοχὴν καὶ πρόσθεσε ὅτι ὁ λαὸς οὗτος νὰ ἐξακολουθήσῃ εὐδαιμονῶν ἐξ ἀγαθῶν θαυμασίας χώρας καὶ φιλοπονίας του. Τοιαῦται ἡμέραι παρηγοροῦσι τοὺς πολιτευομένους διὰ τὰς πικρίας ἐκ τῆς πολιτικῆς ἀναμείξεως καὶ τοῦ ψεύδους τῶν ἀντιπάλων.	[425, 58, 672, 188]
ad-broker-title: ΜΕΣΙΤΙΚΟΝ ΓΡΑΦΕΙΟΝ	[1268, 2010, 1508, 2035]
ad-text: Διαλυθείσης τῆς συμβάσεως μεταξὺ τοῦ ἐργοστασίου τῶν γνησίων ῥαπτομηχανῶν «Ὄλγα» καὶ τοῦ κ. Κόνδουλα, ἀνετέθη ἡ ἀντιπροσωπεία τῶν ῥαπτομηχανῶν «Ὄλγα» τοῦ RICHARD KNOCH, ἐν SAALFELD τῆς Γερμανίας εἰς τὸν κ. Ἰ. Ῥιζώτην, ὁδὸς Ἀμπελοκήπων, ἀριθμὸς 7. Γ. Κόνδολᾳ ὁδὸς Ἑρμοῦ ἀριθ. 88 καὶ ἐν Πειραιεῖ παρὰ τῷ κ. Δ. Ἀθέρβω Πετρουλάκων ὁδὸς Καποδιστρίου 9.	[1251, 1285, 1525, 1416]
subheading: Ἐν Χαλκίδι.	[234, 197, 316, 211]
headline-hospital-line1: ΤΟΥ ΜΑΝΩΛΟΠΟΥΛΕΙΟΥ	[159, 559, 391, 579]
ad-text: Μέθοδος τὸ πρῶτον ἐν Ἑλλάδι ἐφαρμοζομένη.	[1251, 409, 1515, 424]
ad-text: Ἐνεργεῖ ἀγορὰς ἀκινήτων, ἐκποιήσεις οἰκοπέδων, κοντράτα καὶ δάνεια ἐπὶ ἐνεχύρῳ μὲ ἐλαφρότερον τόκον, ἐγγυᾶται δὲ ἀκραν ἐχεμύθειαν καὶ τιμιότητα.	[1251, 2077, 1525, 2136]
headline-andros-games: ΑΓΩΝΕΣ ΚΑΙ ΕΝ ΑΝΔΡΩ	[453, 648, 644, 696]
ad-address: 12 — ΟΔΟΣ ΠΕΙΡΑΙΩΣ — 12	[1282, 1718, 1494, 1734]
